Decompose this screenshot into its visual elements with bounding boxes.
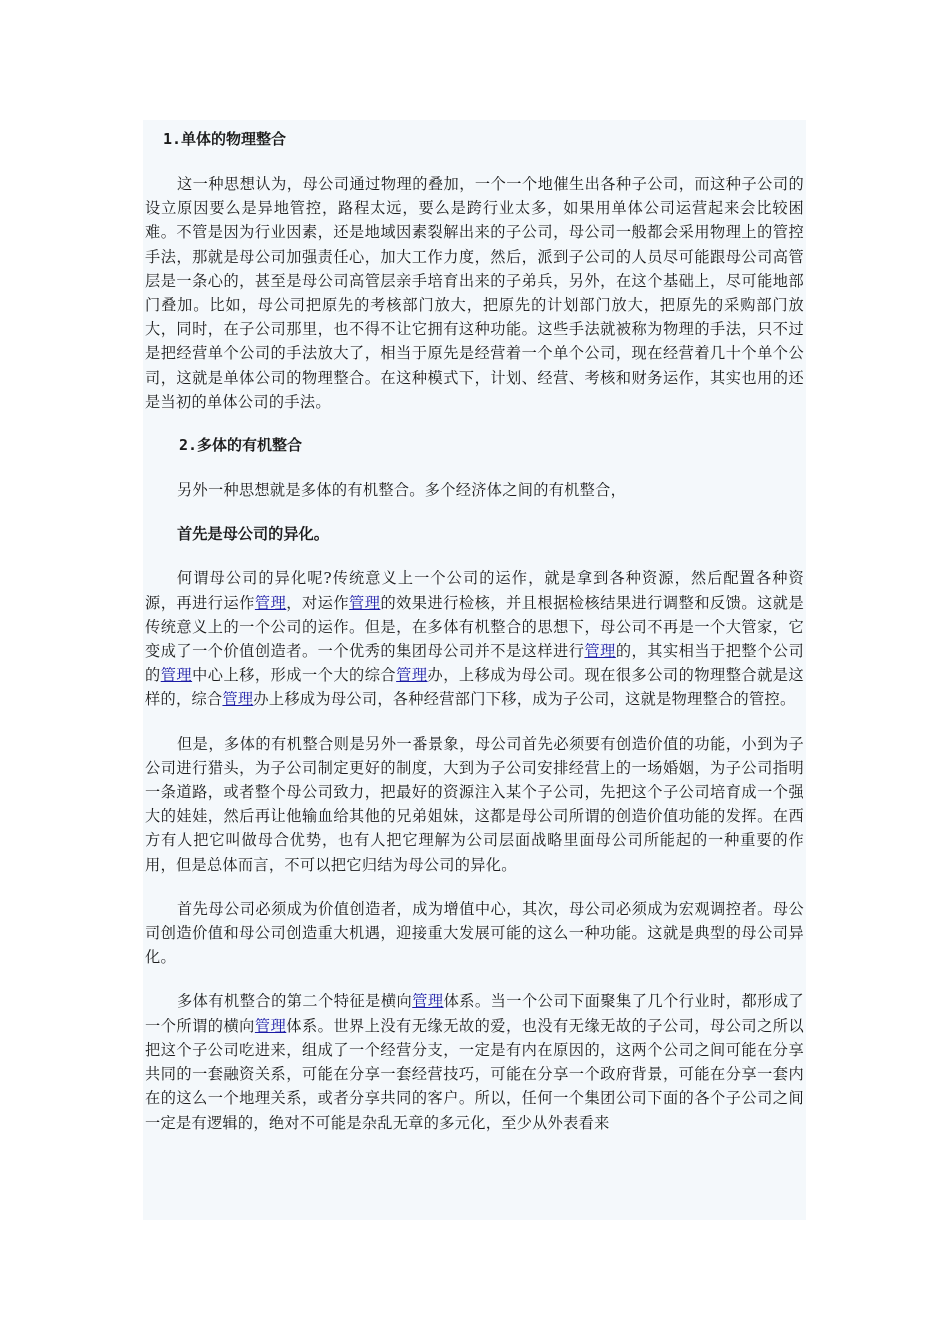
management-link[interactable]: 管理	[396, 666, 428, 685]
bold-subheading: 首先是母公司的异化。	[177, 525, 329, 544]
paragraph-6	[145, 989, 804, 1134]
management-link[interactable]: 管理	[160, 666, 193, 685]
text-run: 办，上移成为母公司。现在很多公司的物理整合就是这样的，综合	[145, 666, 804, 709]
text-run: 的效果进行检核，并且根据检核结果进行调整和反馈。这就是传统意义上的一个公司的运作。但是，在多体有机整合的思想下，母公司不再是一个大管家，它变成了一个价值创造者。一个优秀的集团母公司并不是这样进行	[145, 593, 804, 661]
management-link[interactable]: 管理	[254, 593, 287, 612]
management-link[interactable]: 管理	[584, 642, 616, 661]
text-run: 的，其实相当于把整个公司的	[145, 642, 804, 685]
section-heading-2: 2.多体的有机整合	[179, 436, 303, 455]
management-link[interactable]: 管理	[222, 690, 254, 709]
text-run: 办上移成为母公司，各种经营部门下移，成为子公司，这就是物理整合的管控。	[253, 690, 796, 709]
paragraph-4: 但是，多体的有机整合则是另外一番景象，母公司首先必须要有创造价值的功能，小到为子公司进行猎头，为子公司制定更好的制度，大到为子公司安排经营上的一场婚姻，为子公司指明一条道路，或者整个母公司致力，把最好的资源注入某个子公司，先把这个子公司培育成一个强大的娃娃，然后再让他输血给其他的兄弟姐妹，这都是母公司所谓的创造价值功能的发挥。在西方有人把它叫做母合优势，也有人把它理解为公司层面战略里面母公司所能起的一种重要的作用，但是总体而言，不可以把它归结为母公司的异化。	[145, 734, 804, 874]
text-run: 体系。世界上没有无缘无故的爱，也没有无缘无故的子公司，母公司之所以把这个子公司吃进来，组成了一个经营分支，一定是有内在原因的，这两个公司之间可能在分享共同的一套融资关系，可能在分享一套经营技巧，可能在分享一个政府背景，可能在分享一套内在的这么一个地理关系，或者分享共同的客户。所以，任何一个集团公司下面的各个子公司之间一定是有逻辑的，绝对不可能是杂乱无章的多元化，至少从外表看来	[145, 1016, 804, 1132]
text-run: 体系。当一个公司下面聚集了几个行业时，都形成了一个所谓的横向	[145, 992, 804, 1035]
document-page	[143, 120, 806, 1220]
paragraph-5: 首先母公司必须成为价值创造者，成为增值中心，其次，母公司必须成为宏观调控者。母公司创造价值和母公司创造重大机遇，迎接重大发展可能的这么一种功能。这就是典型的母公司异化。	[145, 899, 804, 967]
text-run: 中心上移，形成一个大的综合	[192, 666, 397, 685]
management-link[interactable]: 管理	[349, 593, 381, 612]
text-run: 何谓母公司的异化呢?传统意义上一个公司的运作，就是拿到各种资源，然后配置各种资源，再进行运作	[145, 569, 804, 612]
paragraph-2: 另外一种思想就是多体的有机整合。多个经济体之间的有机整合，	[177, 481, 627, 500]
paragraph-3	[145, 566, 804, 711]
paragraph-1: 这一种思想认为，母公司通过物理的叠加，一个一个地催生出各种子公司，而这种子公司的设立原因要么是异地管控，路程太远，要么是跨行业太多，如果用单体公司运营起来会比较困难。不管是因为行业因素，还是地域因素裂解出来的子公司，母公司一般都会采用物理上的管控手法，那就是母公司加强责任心，加大工作力度，然后，派到子公司的人员尽可能跟母公司高管层是一条心的，甚至是母公司高管层亲手培育出来的子弟兵，另外，在这个基础上，尽可能地部门叠加。比如，母公司把原先的考核部门放大，把原先的计划部门放大，把原先的采购部门放大，同时，在子公司那里，也不得不让它拥有这种功能。这些手法就被称为物理的手法，只不过是把经营单个公司的手法放大了，相当于原先是经营着一个单个公司，现在经营着几十个单个公司，这就是单体公司的物理整合。在这种模式下，计划、经营、考核和财务运作，其实也用的还是当初的单体公司的手法。	[145, 175, 804, 411]
text-run: 多体有机整合的第二个特征是横向	[177, 992, 413, 1011]
section-heading-1: 1.单体的物理整合	[163, 130, 287, 148]
text-run: ，对运作	[286, 593, 350, 612]
management-link[interactable]: 管理	[254, 1016, 287, 1035]
management-link[interactable]: 管理	[412, 992, 444, 1011]
document-content	[143, 120, 806, 1135]
